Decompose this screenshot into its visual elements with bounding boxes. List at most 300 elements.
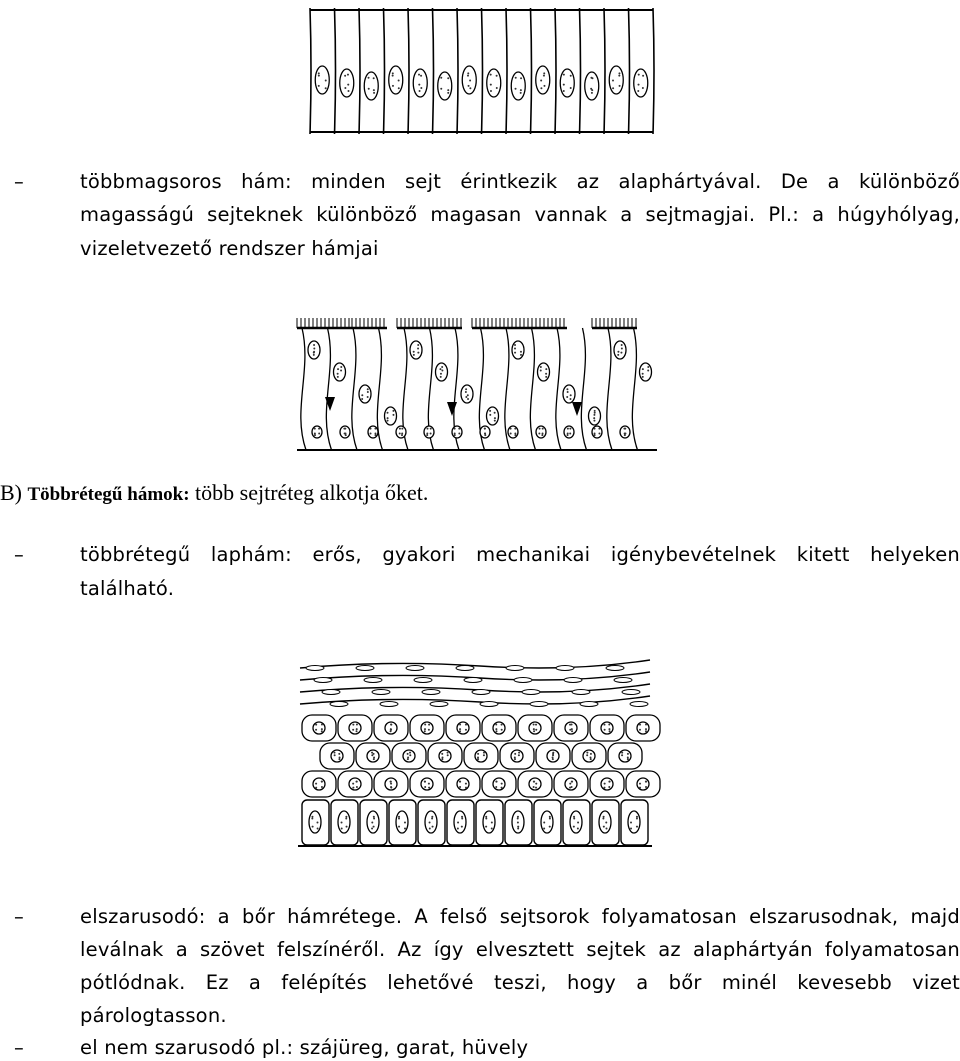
chromatin-dot [447, 77, 449, 79]
chromatin-dot [465, 396, 467, 398]
chromatin-dot [413, 354, 415, 356]
chromatin-dot [603, 826, 605, 828]
chromatin-dot [390, 783, 392, 785]
cell-nucleus [452, 426, 462, 438]
chromatin-dot [570, 87, 572, 89]
chromatin-dot [373, 826, 375, 828]
chromatin-dot [608, 723, 610, 725]
chromatin-dot [538, 432, 540, 434]
chromatin-dot [645, 730, 647, 732]
cell-nucleus [461, 385, 473, 403]
chromatin-dot [594, 432, 596, 434]
chromatin-dot [566, 396, 568, 398]
flat-nucleus [622, 690, 640, 695]
chromatin-dot [316, 821, 318, 823]
paragraph-line: többmagsoros hám: minden sejt érintkezik az alaphártyával. De a különböző [80, 170, 960, 193]
cell-wall [555, 8, 556, 134]
cell-nucleus [487, 69, 501, 97]
chromatin-dot [563, 84, 565, 86]
chromatin-dot [489, 410, 491, 412]
chromatin-dot [591, 92, 593, 94]
chromatin-dot [417, 352, 419, 354]
chromatin-dot [602, 818, 604, 820]
chromatin-dot [491, 827, 493, 829]
flat-nucleus [506, 666, 524, 671]
chromatin-dot [549, 826, 551, 828]
chromatin-dot [465, 388, 467, 390]
cell-nucleus [436, 363, 448, 381]
chromatin-dot [627, 756, 629, 758]
bullet-dash: – [14, 543, 24, 566]
chromatin-dot [431, 818, 433, 820]
flat-nucleus [630, 702, 648, 707]
chromatin-dot [352, 787, 354, 789]
chromatin-dot [618, 75, 620, 77]
chromatin-dot [517, 826, 519, 828]
chromatin-dot [390, 786, 392, 788]
cell-wall [301, 328, 306, 450]
chromatin-dot [312, 826, 314, 828]
chromatin-dot [571, 781, 573, 783]
chromatin-dot [352, 724, 354, 726]
chromatin-dot [468, 85, 470, 87]
paragraph-line: párologtasson. [80, 1004, 227, 1027]
chromatin-dot [428, 787, 430, 789]
chromatin-dot [424, 723, 426, 725]
cell-nucleus [475, 750, 487, 762]
chromatin-dot [569, 398, 571, 400]
chromatin-dot [484, 432, 486, 434]
chromatin-dot [515, 77, 517, 79]
chromatin-dot [543, 827, 545, 829]
chromatin-dot [417, 347, 419, 349]
chromatin-dot [490, 84, 492, 86]
chromatin-dot [407, 753, 409, 755]
chromatin-dot [315, 724, 317, 726]
chromatin-dot [441, 753, 443, 755]
chromatin-dot [409, 754, 411, 756]
chromatin-dot [593, 420, 595, 422]
chromatin-dot [617, 351, 619, 353]
chromatin-dot [496, 730, 498, 732]
chromatin-dot [458, 428, 460, 430]
chromatin-dot [313, 351, 315, 353]
chromatin-dot [514, 428, 516, 430]
chromatin-dot [540, 369, 542, 371]
cell-nucleus [364, 72, 378, 100]
cell-nucleus [493, 778, 505, 790]
chromatin-dot [356, 730, 358, 732]
chromatin-dot [361, 394, 363, 396]
flat-nucleus [564, 678, 582, 683]
cell-nucleus [619, 750, 631, 762]
chromatin-dot [430, 432, 432, 434]
cell-wall [556, 328, 561, 450]
cell-wall [384, 8, 385, 134]
chromatin-dot [645, 786, 647, 788]
chromatin-dot [636, 818, 638, 820]
pseudostratified-epithelium-figure [292, 310, 662, 460]
cell-wall [326, 328, 331, 450]
chromatin-dot [569, 783, 571, 785]
cell-wall [581, 328, 586, 450]
chromatin-dot [496, 75, 498, 77]
chromatin-dot [311, 818, 313, 820]
chromatin-dot [514, 432, 516, 434]
chromatin-dot [361, 398, 363, 400]
chromatin-dot [461, 818, 463, 820]
chromatin-dot [514, 347, 516, 349]
chromatin-dot [545, 368, 547, 370]
flat-nucleus [614, 678, 632, 683]
chromatin-dot [593, 414, 595, 416]
chromatin-dot [590, 753, 592, 755]
cell-nucleus [637, 722, 649, 734]
chromatin-dot [399, 428, 401, 430]
cell-nucleus [413, 69, 427, 97]
chromatin-dot [371, 821, 373, 823]
chromatin-dot [430, 428, 432, 430]
cell-nucleus [589, 407, 601, 425]
chromatin-dot [624, 432, 626, 434]
chromatin-dot [340, 366, 342, 368]
chromatin-dot [409, 752, 411, 754]
cell-nucleus [425, 811, 437, 833]
cell-wall [629, 8, 630, 134]
cell-wall [335, 8, 336, 134]
chromatin-dot [371, 827, 373, 829]
chromatin-dot [567, 428, 569, 430]
chromatin-dot [467, 72, 469, 74]
cell-nucleus [601, 722, 613, 734]
chromatin-dot [603, 816, 605, 818]
chromatin-dot [569, 428, 571, 430]
chromatin-dot [552, 754, 554, 756]
chromatin-dot [496, 87, 498, 89]
chromatin-dot [535, 787, 537, 789]
chromatin-dot [618, 72, 620, 74]
chromatin-dot [577, 821, 579, 823]
chromatin-dot [603, 724, 605, 726]
chromatin-dot [341, 827, 343, 829]
chromatin-dot [573, 826, 575, 828]
chromatin-dot [518, 754, 520, 756]
chromatin-dot [344, 87, 346, 89]
chromatin-dot [392, 414, 394, 416]
cell-nucleus [640, 363, 652, 381]
chromatin-dot [495, 723, 497, 725]
flat-nucleus [480, 702, 498, 707]
chromatin-dot [352, 783, 354, 785]
chromatin-dot [514, 344, 516, 346]
chromatin-dot [418, 84, 420, 86]
cell-nucleus [312, 426, 322, 438]
chromatin-dot [630, 821, 632, 823]
cell-nucleus [570, 811, 582, 833]
chromatin-dot [645, 723, 647, 725]
chromatin-dot [514, 352, 516, 354]
cell-nucleus [536, 66, 550, 94]
chromatin-dot [563, 74, 565, 76]
chromatin-dot [398, 826, 400, 828]
chromatin-dot [447, 92, 449, 94]
chromatin-dot [315, 783, 317, 785]
chromatin-dot [318, 432, 320, 434]
flat-nucleus [514, 678, 532, 683]
chromatin-dot [390, 729, 392, 731]
chromatin-dot [321, 728, 323, 730]
chromatin-dot [459, 728, 461, 730]
chromatin-dot [573, 818, 575, 820]
cell-nucleus [592, 426, 602, 438]
chromatin-dot [586, 754, 588, 756]
chromatin-dot [485, 826, 487, 828]
cell-nucleus [315, 66, 329, 94]
cell-nucleus [637, 778, 649, 790]
cell-nucleus [385, 407, 397, 425]
chromatin-dot [429, 821, 431, 823]
chromatin-dot [533, 728, 535, 730]
chromatin-dot [573, 816, 575, 818]
chromatin-dot [337, 373, 339, 375]
section-letter: B) [0, 480, 22, 505]
chromatin-dot [485, 818, 487, 820]
chromatin-dot [494, 412, 496, 414]
chromatin-dot [533, 730, 535, 732]
flat-nucleus [314, 678, 332, 683]
chromatin-dot [371, 752, 373, 754]
chromatin-dot [520, 92, 522, 94]
chromatin-dot [457, 827, 459, 829]
chromatin-dot [373, 89, 375, 91]
chromatin-dot [390, 781, 392, 783]
cell-nucleus [614, 341, 626, 359]
chromatin-dot [552, 756, 554, 758]
cell-nucleus [512, 341, 524, 359]
chromatin-dot [417, 344, 419, 346]
chromatin-dot [440, 77, 442, 79]
chromatin-dot [543, 85, 545, 87]
chromatin-dot [387, 417, 389, 419]
cell-nucleus [349, 722, 361, 734]
chromatin-dot [621, 347, 623, 349]
chromatin-dot [318, 72, 320, 74]
chromatin-dot [569, 432, 571, 434]
chromatin-dot [407, 756, 409, 758]
cell-nucleus [563, 385, 575, 403]
chromatin-dot [373, 77, 375, 79]
goblet-cell-base [447, 402, 457, 416]
chromatin-dot [605, 821, 607, 823]
chromatin-dot [642, 368, 644, 370]
chromatin-dot [540, 366, 542, 368]
flat-nucleus [464, 678, 482, 683]
paragraph-line: pótlódnak. Ez a felépítés lehetővé teszi, hogy a bőr minél kevesebb vizet [80, 971, 960, 994]
chromatin-dot [314, 432, 316, 434]
cell-nucleus [529, 722, 541, 734]
flat-nucleus [422, 690, 440, 695]
cell-nucleus [340, 69, 354, 97]
chromatin-dot [341, 821, 343, 823]
cell-nucleus [349, 778, 361, 790]
chromatin-dot [477, 756, 479, 758]
chromatin-dot [590, 756, 592, 758]
chromatin-dot [325, 80, 327, 82]
chromatin-dot [352, 729, 354, 731]
chromatin-dot [577, 827, 579, 829]
chromatin-dot [520, 89, 522, 91]
chromatin-dot [510, 428, 512, 430]
chromatin-dot [424, 781, 426, 783]
chromatin-dot [623, 428, 625, 430]
chromatin-dot [517, 818, 519, 820]
chromatin-dot [608, 781, 610, 783]
flat-nucleus [356, 666, 374, 671]
chromatin-dot [520, 354, 522, 356]
cell-nucleus [403, 750, 415, 762]
chromatin-dot [313, 347, 315, 349]
paragraph-line: többrétegű laphám: erős, gyakori mechanikai igénybevételnek kitett helyeken [80, 543, 960, 566]
chromatin-dot [540, 87, 542, 89]
chromatin-dot [591, 89, 593, 91]
chromatin-dot [467, 75, 469, 77]
chromatin-dot [465, 787, 467, 789]
cell-nucleus [538, 363, 550, 381]
chromatin-dot [467, 398, 469, 400]
chromatin-dot [373, 756, 375, 758]
chromatin-dot [501, 783, 503, 785]
chromatin-dot [617, 354, 619, 356]
chromatin-dot [477, 753, 479, 755]
chromatin-dot [318, 75, 320, 77]
chromatin-dot [620, 352, 622, 354]
flat-nucleus [330, 702, 348, 707]
chromatin-dot [594, 428, 596, 430]
chromatin-dot [356, 781, 358, 783]
chromatin-dot [514, 753, 516, 755]
chromatin-dot [419, 90, 421, 92]
chromatin-dot [367, 391, 369, 393]
chromatin-dot [429, 827, 431, 829]
chromatin-dot [392, 75, 394, 77]
flat-nucleus [430, 702, 448, 707]
chromatin-dot [392, 72, 394, 74]
chromatin-dot [346, 826, 348, 828]
chromatin-dot [374, 432, 376, 434]
chromatin-dot [566, 388, 568, 390]
chromatin-dot [459, 781, 461, 783]
chromatin-dot [490, 90, 492, 92]
chromatin-dot [489, 414, 491, 416]
chromatin-dot [333, 752, 335, 754]
cell-nucleus [483, 811, 495, 833]
chromatin-dot [639, 783, 641, 785]
chromatin-dot [347, 84, 349, 86]
cell-wall [506, 8, 507, 134]
chromatin-dot [570, 394, 572, 396]
chromatin-dot [627, 753, 629, 755]
chromatin-dot [533, 723, 535, 725]
chromatin-dot [420, 87, 422, 89]
chromatin-dot [608, 786, 610, 788]
chromatin-dot [356, 723, 358, 725]
cell-wall [433, 8, 434, 134]
chromatin-dot [639, 724, 641, 726]
cell-nucleus [367, 750, 379, 762]
cell-wall [408, 8, 409, 134]
chromatin-dot [318, 85, 320, 87]
chromatin-dot [569, 729, 571, 731]
cell-wall [653, 8, 654, 134]
chromatin-dot [520, 351, 522, 353]
chromatin-dot [387, 412, 389, 414]
chromatin-dot [490, 74, 492, 76]
chromatin-dot [598, 432, 600, 434]
chromatin-dot [637, 90, 639, 92]
cell-wall [359, 8, 360, 134]
chromatin-dot [317, 827, 319, 829]
chromatin-dot [447, 752, 449, 754]
chromatin-dot [399, 432, 401, 434]
cell-nucleus [313, 778, 325, 790]
chromatin-dot [447, 754, 449, 756]
chromatin-dot [345, 818, 347, 820]
chromatin-dot [347, 74, 349, 76]
cell-nucleus [396, 811, 408, 833]
cell-nucleus [457, 778, 469, 790]
cell-wall [482, 8, 483, 134]
chromatin-dot [571, 723, 573, 725]
chromatin-dot [321, 781, 323, 783]
paragraph-line: található. [80, 577, 175, 600]
chromatin-dot [441, 366, 443, 368]
cell-wall [531, 8, 532, 134]
chromatin-dot [440, 376, 442, 378]
chromatin-dot [465, 729, 467, 731]
cell-nucleus [421, 778, 433, 790]
chromatin-dot [344, 428, 346, 430]
chromatin-dot [608, 728, 610, 730]
chromatin-dot [609, 730, 611, 732]
chromatin-dot [469, 80, 471, 82]
flat-nucleus [306, 666, 324, 671]
chromatin-dot [518, 752, 520, 754]
cell-wall [352, 328, 357, 450]
cell-nucleus [609, 66, 623, 94]
chromatin-dot [325, 87, 327, 89]
chromatin-dot [459, 730, 461, 732]
chromatin-dot [501, 787, 503, 789]
bullet-dash: – [14, 1036, 24, 1059]
chromatin-dot [315, 729, 317, 731]
cell-nucleus [308, 341, 320, 359]
chromatin-dot [542, 428, 544, 430]
chromatin-dot [469, 87, 471, 89]
cell-nucleus [462, 66, 476, 94]
chromatin-dot [398, 80, 400, 82]
chromatin-dot [619, 85, 621, 87]
chromatin-dot [467, 394, 469, 396]
flat-nucleus [572, 690, 590, 695]
columnar-epithelium-figure [300, 0, 665, 140]
chromatin-dot [356, 728, 358, 730]
cell-nucleus [628, 811, 640, 833]
chromatin-dot [563, 90, 565, 92]
chromatin-dot [447, 89, 449, 91]
chromatin-dot [461, 826, 463, 828]
cell-nucleus [634, 69, 648, 97]
cell-nucleus [511, 750, 523, 762]
